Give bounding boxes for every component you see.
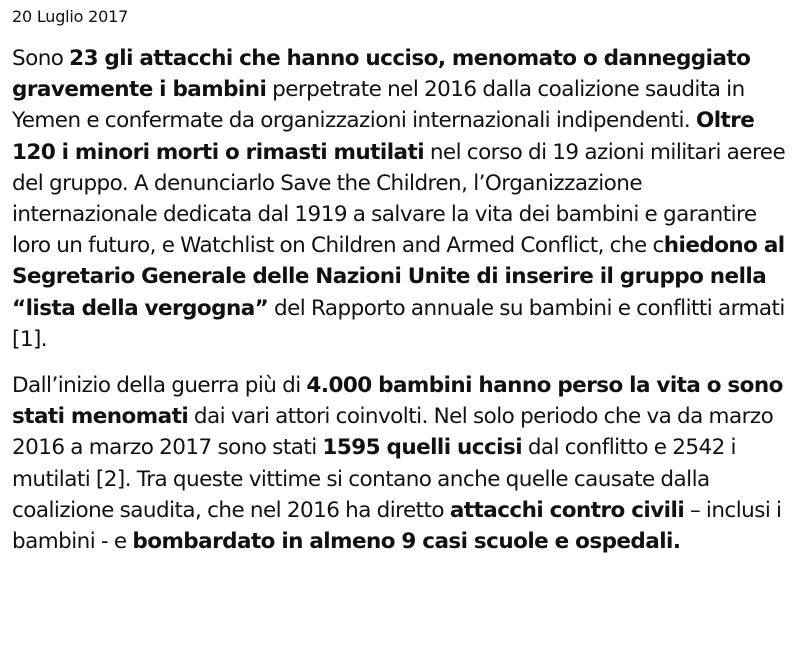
bold-text-segment: 23 gli attacchi che hanno ucciso, menomato o danneggiato gravemente i bambini <box>12 46 751 103</box>
text-segment: Dall’inizio della guerra più di <box>12 373 307 399</box>
text-segment: – inclusi i bambini - e <box>12 497 782 555</box>
bold-text-segment: bombardato in almeno 9 casi scuole e ospedali. <box>132 529 681 555</box>
bold-text-segment: attacchi contro civili <box>449 497 685 523</box>
article <box>12 6 788 557</box>
text-segment: Sono <box>12 46 70 71</box>
text-segment: perpetrate nel 2016 dalla coalizione saudita in Yemen e confermate da organizzazioni internazionali indipendenti. <box>12 77 745 134</box>
article-paragraph-1 <box>12 43 788 355</box>
text-segment: del Rapporto annuale su bambini e conflitti armati [1]. <box>12 295 785 352</box>
article-date: 20 Luglio 2017 <box>12 7 129 26</box>
text-segment: dal conflitto e 2542 i mutilati [2]. Tra queste vittime si contano anche quelle causate dalla coalizione saudita, che nel 2016 ha diretto <box>12 435 736 523</box>
article-paragraph-2 <box>12 370 788 557</box>
bold-text-segment: 1595 quelli uccisi <box>322 435 523 461</box>
bold-text-segment: Oltre 120 i minori morti o rimasti mutilati <box>12 108 755 165</box>
bold-text-segment: 4.000 bambini hanno perso la vita o sono stati menomati <box>12 373 783 430</box>
text-segment: nel corso di 19 azioni militari aeree del gruppo. A denunciarlo Save the Children, l’Organizzazione internazionale dedicata dal 1919 a salvare la vita dei bambini e garantire loro un futuro, e Watchlist on Children and Armed Conflict, che c <box>12 139 786 259</box>
text-segment: dai vari attori coinvolti. Nel solo periodo che va da marzo 2016 a marzo 2017 sono stati <box>12 404 774 461</box>
bold-text-segment: hiedono al Segretario Generale delle Nazioni Unite di inserire il gruppo nella “lista della vergogna” <box>12 233 785 321</box>
